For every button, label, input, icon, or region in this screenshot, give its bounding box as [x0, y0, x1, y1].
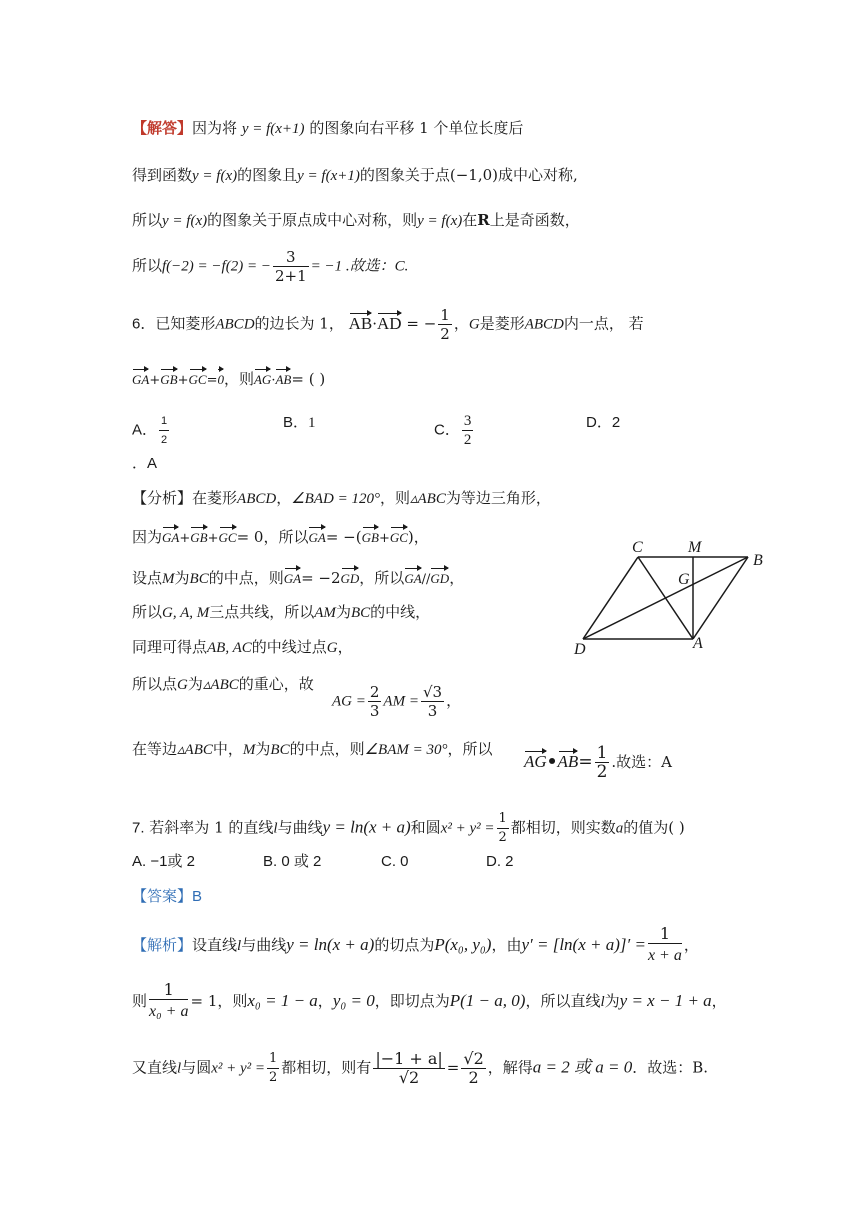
- vector-ad: AD: [377, 313, 402, 333]
- q7-option-a[interactable]: A. −1或 2: [132, 853, 195, 870]
- q6-line-1: 6．已知菱形ABCD的边长为 1， AB·AD = − $\frac{1}{2}$ ，G是菱形ABCD内一点， 若: [132, 306, 644, 343]
- text: ，则: [223, 370, 254, 388]
- text: 的图象且: [237, 166, 298, 184]
- formula: y = f(x): [417, 213, 463, 229]
- label-m: M: [688, 539, 702, 556]
- text: 所以: [132, 256, 163, 275]
- answer-value: B: [192, 888, 203, 905]
- text: 的图象向右平移 1 个单位长度后: [309, 119, 524, 137]
- q6-answer: ．A: [132, 455, 158, 472]
- formula: = −: [406, 314, 437, 333]
- text: 的图象关于点: [359, 166, 450, 184]
- rhombus-figure: [560, 530, 780, 665]
- analysis-line-9: AG•AB= $\frac{1}{2}$ .故选：A: [524, 743, 673, 782]
- question-number: 7.: [132, 819, 145, 837]
- formula: ABCD: [215, 316, 255, 333]
- formula: (−1,0): [449, 166, 499, 184]
- solution-line-2: 则 $\frac{1}{\text{x₀ + a}} = 1$，则x₀ = 1 − a，y₀ = 0，即切点为P(1 − a, 0)，所以直线l为y = x − 1 + a，: [132, 980, 727, 1020]
- text: 的边长为 1，: [254, 314, 344, 333]
- analysis-tag: 【分析】: [132, 489, 193, 507]
- formula: G: [468, 316, 480, 333]
- s5-line-2: [132, 164, 578, 187]
- formula: R: [477, 211, 490, 229]
- question-number: 6．: [132, 315, 156, 333]
- text: 成中心对称,: [498, 166, 578, 184]
- q7-option-d[interactable]: D. 2: [486, 853, 514, 870]
- text: 所以: [132, 211, 163, 229]
- text: 得到函数: [132, 166, 193, 184]
- text: 上是奇函数，: [489, 211, 580, 229]
- vector-ab: AB: [275, 369, 291, 391]
- label-c: C: [632, 539, 643, 556]
- s5-line-3: [132, 209, 580, 232]
- label-g: G: [678, 571, 690, 588]
- q6-line-2: GA+GB+GC=0，则AG·AB= ( ): [132, 368, 325, 392]
- vector-ab: AB: [348, 313, 373, 333]
- edge-ba: [693, 557, 748, 639]
- answer-tag: 【答案】: [132, 887, 193, 905]
- text: = ( ): [291, 370, 326, 388]
- q7-answer: [132, 885, 202, 908]
- analysis-line-4: 所以G, A, M三点共线，所以AM为BC的中线，: [132, 603, 431, 621]
- analysis-line-8: 在等边▵ABC中，M为BC的中点，则∠BAM = 30°，所以: [132, 740, 493, 758]
- q6-option-c[interactable]: C． $\frac{3}{2}$: [434, 413, 472, 448]
- text: 已知菱形: [155, 314, 216, 333]
- formula: y = f(x): [192, 168, 238, 184]
- analysis-line-6: 所以点G为▵ABC的重心，故: [132, 675, 314, 693]
- vector-ga: GA: [132, 369, 149, 391]
- label-b: B: [753, 552, 763, 569]
- text: 是菱形: [479, 314, 525, 333]
- q6-option-d[interactable]: D．2: [586, 414, 621, 431]
- vector-gb: GB: [160, 369, 177, 391]
- q6-option-b[interactable]: B．1: [283, 414, 316, 431]
- label-a: A: [693, 635, 703, 652]
- s5-line-4: [132, 248, 408, 285]
- q6-option-a[interactable]: A． $\frac{1}{2}$: [132, 412, 171, 449]
- solution-line-3: 又直线l与圆x² + y² = $\frac{1}{2}$ 都相切，则有 $\frac{|-1 + a|}{√2}$ = $\frac{√2}{2}$ ，解得a = 2 或 a = 0．故选：B.: [132, 1049, 709, 1087]
- diagonal-db: [583, 557, 748, 639]
- formula: = −1 .故选：C.: [310, 258, 409, 275]
- analysis-line-5: 同理可得点AB, AC的中线过点G，: [132, 638, 353, 656]
- label-d: D: [574, 641, 586, 658]
- solution-tag: 【解析】: [132, 936, 193, 954]
- vector-gc: GC: [189, 369, 207, 391]
- formula: ABCD: [524, 316, 564, 333]
- analysis-line-3: 设点M为BC的中点，则GA= −2GD，所以GA//GD，: [132, 567, 464, 591]
- formula: y = f(x): [162, 213, 208, 229]
- analysis-line-1: 【分析】在菱形ABCD，∠BAD = 120°，则▵ABC为等边三角形，: [132, 489, 551, 507]
- vector-zero: 0: [217, 369, 224, 391]
- edge-dc: [583, 557, 638, 639]
- solution-line-1: 【解析】设直线l与曲线y = ln(x + a)的切点为P(x₀, y₀)，由y′ = [ln(x + a)]′ = $\frac{1}{x + a}$ ，: [132, 924, 699, 964]
- formula: y = f(x+1): [297, 168, 360, 184]
- q7-option-b[interactable]: B. 0 或 2: [263, 853, 322, 870]
- fraction: $\frac{3}{2+1}$: [274, 248, 307, 285]
- text: 内一点， 若: [563, 314, 644, 333]
- text: 在: [462, 211, 478, 229]
- q7-line-1: 7. 若斜率为 1 的直线l与曲线y = ln(x + a)和圆x² + y² = $\frac{1}{2}$ 都相切，则实数a的值为( ): [132, 811, 685, 845]
- text: ，: [453, 314, 469, 333]
- formula: f(−2) = −f(2) = −: [162, 258, 271, 275]
- text: 因为将: [192, 119, 238, 137]
- analysis-line-2: 因为GA+GB+GC= 0，所以GA= −(GB+GC)，: [132, 526, 429, 550]
- q7-option-c[interactable]: C. 0: [381, 853, 409, 870]
- s5-line-1: [132, 117, 523, 140]
- formula: y = f(x+1): [241, 121, 305, 137]
- analysis-line-7: AG = $\frac{2}{3}$ AM = $\frac{√3}{3}$ ，: [332, 683, 462, 720]
- vector-ag: AG: [254, 369, 271, 391]
- answer-tag: 【解答】: [132, 119, 193, 137]
- text: 的图象关于原点成中心对称，则: [207, 211, 418, 229]
- fraction: $\frac{1}{2}$: [440, 306, 450, 343]
